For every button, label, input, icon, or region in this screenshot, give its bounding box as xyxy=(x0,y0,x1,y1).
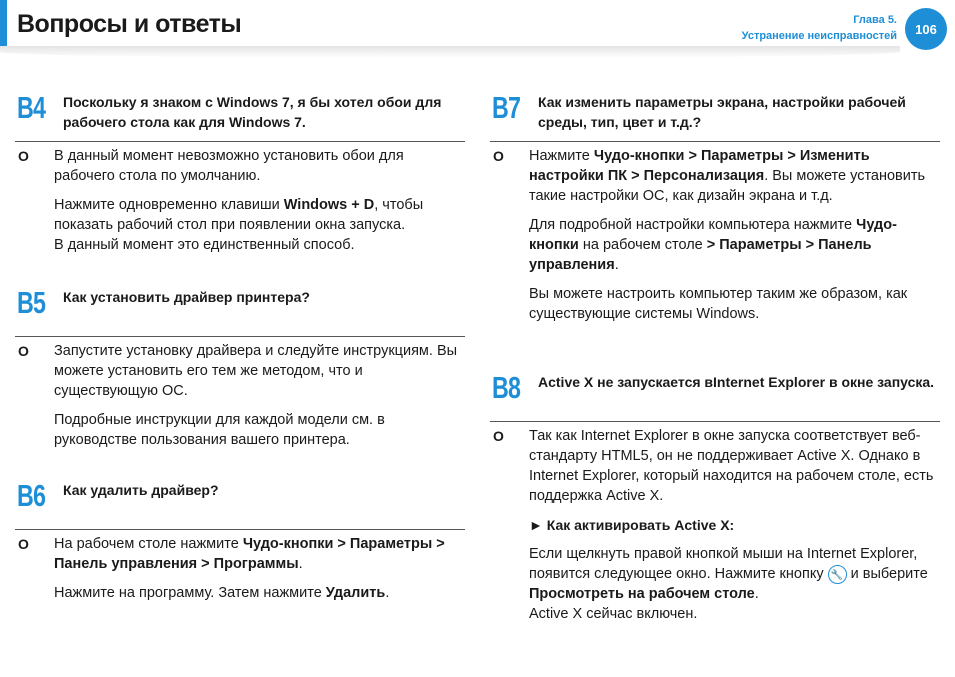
question-text: Как изменить параметры экрана, настройки рабочей среды, тип, цвет и т.д.? xyxy=(538,94,906,130)
text: . xyxy=(754,586,759,602)
question-row xyxy=(15,480,465,530)
text: Для подробной настройки компьютера нажмите xyxy=(529,217,857,233)
question-text: Как удалить драйвер? xyxy=(63,482,219,498)
answer-bullet: O xyxy=(18,148,29,164)
text: Подробные инструкции для каждой модели см. в руководстве пользования вашего принтера. xyxy=(54,412,385,448)
answer-paragraph xyxy=(529,146,940,206)
chapter-info xyxy=(742,12,897,44)
text: . xyxy=(614,257,619,273)
question-row xyxy=(490,92,940,142)
text: Запустите установку драйвера и следуйте инструкциям. Вы можете установить его тем же методом, что и существующую ОС. xyxy=(54,343,458,399)
text: и выберите xyxy=(846,566,928,582)
text: Active X сейчас включен. xyxy=(529,606,698,622)
answer-paragraph xyxy=(54,195,465,255)
question-text: Active X не запускается вInternet Explorer в окне запуска. xyxy=(538,374,935,390)
header-accent-bar xyxy=(0,0,7,50)
section-b4 xyxy=(15,92,465,264)
question-label: B7 xyxy=(492,90,521,125)
answer-bullet: O xyxy=(18,343,29,359)
answer-paragraph xyxy=(54,410,465,450)
question-label: B4 xyxy=(17,90,46,125)
subheading: ► Как активировать Active X: xyxy=(529,517,735,533)
section-b8 xyxy=(490,372,940,633)
section-b5 xyxy=(15,287,465,459)
section-b7 xyxy=(490,92,940,333)
chapter-number: Глава 5. xyxy=(853,14,897,26)
bold-text: Windows + D xyxy=(283,197,375,213)
text: Если щелкнуть правой кнопкой мыши на Internet Explorer, появится следующее окно. Нажмите кнопку xyxy=(529,546,918,582)
question-row xyxy=(490,372,940,422)
wrench-icon: 🔧 xyxy=(828,565,847,584)
text: Нажмите xyxy=(529,148,594,164)
text: Нажмите одновременно клавиши xyxy=(54,197,284,213)
answer-paragraph xyxy=(529,544,940,624)
text: Нажмите на программу. Затем нажмите xyxy=(54,585,326,601)
bold-text: Чудо-кнопки > Параметры > Панель управления > Программы xyxy=(54,536,445,572)
page-title: Вопросы и ответы xyxy=(17,10,242,38)
answer-paragraph xyxy=(529,215,940,275)
answer-paragraph xyxy=(529,426,940,506)
section-b6 xyxy=(15,480,465,612)
answer xyxy=(15,146,465,255)
text: на рабочем столе xyxy=(578,237,707,253)
answer xyxy=(15,534,465,603)
answer-paragraph xyxy=(54,534,465,574)
text: Так как Internet Explorer в окне запуска соответствует веб-стандарту HTML5, он не поддерживает Active X. Однако в Internet Explorer, который находится на рабочем столе, есть поддержка Active X. xyxy=(529,428,934,504)
bold-text: Просмотреть на рабочем столе xyxy=(529,586,755,602)
question-label: B8 xyxy=(492,370,521,405)
answer-bullet: O xyxy=(18,536,29,552)
answer-paragraph xyxy=(54,583,465,603)
header-shadow xyxy=(0,46,900,58)
text: В данный момент невозможно установить обои для рабочего стола по умолчанию. xyxy=(54,148,404,184)
bold-text: Чудо-кнопки > Параметры > Изменить настройки ПК > Персонализация xyxy=(529,148,870,184)
answer xyxy=(15,341,465,450)
answer-paragraph xyxy=(54,341,465,401)
text: . xyxy=(385,585,390,601)
text: . xyxy=(298,556,303,572)
question-label: B6 xyxy=(17,478,46,513)
text: Вы можете настроить компьютер таким же образом, как существующие системы Windows. xyxy=(529,286,908,322)
question-row xyxy=(15,92,465,142)
answer xyxy=(490,146,940,324)
answer-bullet: O xyxy=(493,148,504,164)
answer xyxy=(490,426,940,624)
bold-text: Чудо-кнопки xyxy=(529,217,897,253)
text: На рабочем столе нажмите xyxy=(54,536,243,552)
answer-paragraph xyxy=(529,284,940,324)
answer-bullet: O xyxy=(493,428,504,444)
question-text: Как установить драйвер принтера? xyxy=(63,289,310,305)
question-row xyxy=(15,287,465,337)
text: В данный момент это единственный способ. xyxy=(54,237,355,253)
text: . Вы можете установить такие настройки ОС, как дизайн экрана и т.д. xyxy=(529,168,926,204)
question-label: B5 xyxy=(17,285,46,320)
bold-text: Удалить xyxy=(325,585,386,601)
answer-paragraph xyxy=(54,146,465,186)
chapter-title: Устранение неисправностей xyxy=(741,30,897,42)
text: , чтобы показать рабочий стол при появлении окна запуска. xyxy=(54,197,424,233)
page-number: 106 xyxy=(905,8,947,50)
bold-text: > Параметры > Панель управления xyxy=(529,237,872,273)
question-text: Поскольку я знаком с Windows 7, я бы хотел обои для рабочего стола как для Windows 7. xyxy=(63,94,442,130)
